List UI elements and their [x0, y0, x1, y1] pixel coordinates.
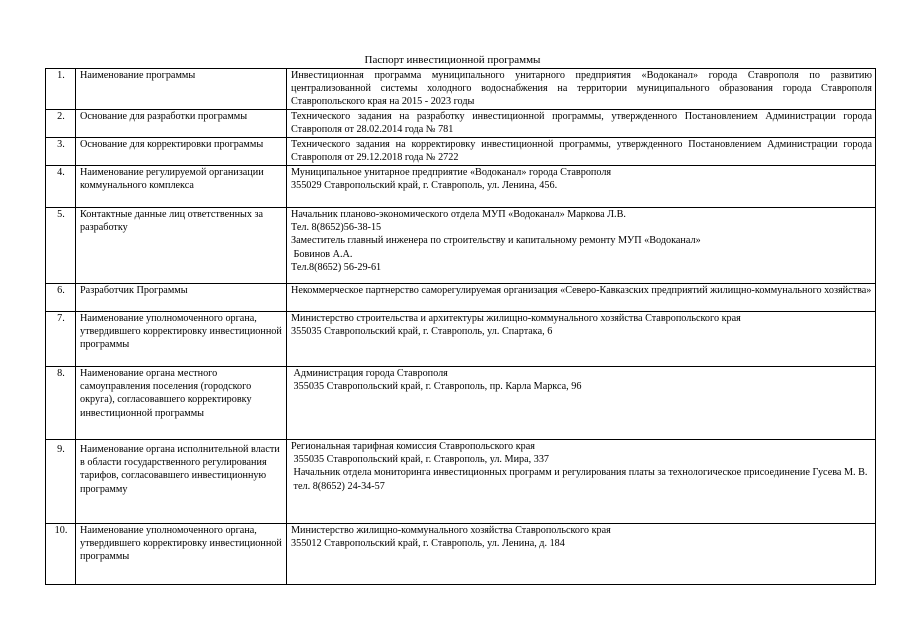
value-line: 355035 Ставропольский край, г. Ставрополь, пр. Карла Маркса, 96 — [291, 381, 582, 393]
row-number: 10. — [46, 524, 76, 585]
table-row — [46, 138, 876, 166]
value-line: Начальник отдела мониторинга инвестиционных программ и регулирования платы за технологическое присоединение Гусева М. В. — [291, 467, 868, 479]
row-value — [287, 110, 876, 138]
value-line: Министерство жилищно-коммунального хозяйства Ставропольского края — [291, 525, 611, 536]
row-value — [287, 69, 876, 110]
table-row — [46, 69, 876, 110]
passport-table — [45, 68, 876, 585]
value-line: тел. 8(8652) 24-34-57 — [291, 480, 385, 492]
row-label: Основание для разработки программы — [76, 110, 287, 138]
row-number: 7. — [46, 312, 76, 367]
row-number: 1. — [46, 69, 76, 110]
value-line: Министерство строительства и архитектуры жилищно-коммунального хозяйства Ставропольского края — [291, 313, 741, 324]
row-number: 8. — [46, 367, 76, 440]
row-label: Наименование уполномоченного органа, утвердившего корректировку инвестиционной программы — [76, 312, 287, 367]
table-row — [46, 367, 876, 440]
table-row — [46, 312, 876, 367]
table-row — [46, 208, 876, 284]
passport-table-body — [46, 69, 876, 585]
value-line: Инвестиционная программа муниципального унитарного предприятия «Водоканал» города Ставрополя по развитию централизованной системы холодного водоснабжения на территории муниципального образования города Ставрополя Ставропольского края на 2015 - 2023 годы — [291, 70, 875, 108]
row-value — [287, 367, 876, 440]
value-line: Некоммерческое партнерство саморегулируемая организация «Северо-Кавказских предприятий жилищно-коммунального хозяйства» — [291, 285, 872, 296]
value-line: Заместитель главный инженера по строительству и капитальному ремонту МУП «Водоканал» — [291, 235, 701, 247]
row-label: Наименование органа местного самоуправления поселения (городского округа), согласовавшего корректировку инвестиционной программы — [76, 367, 287, 440]
value-line: Региональная тарифная комиссия Ставропольского края — [291, 441, 535, 452]
row-value — [287, 312, 876, 367]
row-label: Основание для корректировки программы — [76, 138, 287, 166]
value-line: Муниципальное унитарное предприятие «Водоканал» города Ставрополя — [291, 167, 612, 178]
row-number: 5. — [46, 208, 76, 284]
row-label: Разработчик Программы — [76, 284, 287, 312]
row-value — [287, 524, 876, 585]
row-number: 2. — [46, 110, 76, 138]
row-number: 6. — [46, 284, 76, 312]
row-value — [287, 166, 876, 208]
row-label: Наименование уполномоченного органа, утвердившего корректировку инвестиционной программы — [76, 524, 287, 585]
row-label: Наименование регулируемой организации коммунального комплекса — [76, 166, 287, 208]
table-row — [46, 110, 876, 138]
table-row — [46, 166, 876, 208]
row-number: 3. — [46, 138, 76, 166]
row-label: Контактные данные лиц ответственных за разработку — [76, 208, 287, 284]
table-row — [46, 524, 876, 585]
row-value — [287, 284, 876, 312]
value-line: Начальник планово-экономического отдела МУП «Водоканал» Маркова Л.В. — [291, 209, 626, 220]
row-value — [287, 440, 876, 524]
value-line: Администрация города Ставрополя — [291, 368, 448, 379]
row-label: Наименование программы — [76, 69, 287, 110]
value-line: 355012 Ставропольский край, г. Ставрополь, ул. Ленина, д. 184 — [291, 538, 565, 550]
value-line: 355035 Ставропольский край, г. Ставрополь, ул. Спартака, 6 — [291, 326, 553, 338]
row-value — [287, 138, 876, 166]
row-number: 9. — [46, 440, 76, 524]
table-row — [46, 440, 876, 524]
value-line: Технического задания на разработку инвестиционной программы, утвержденного Постановлением Администрации города Ставрополя от 28.02.2014 года № 781 — [291, 111, 875, 136]
value-line: Тел. 8(8652)56-38-15 — [291, 222, 382, 234]
value-line: Технического задания на корректировку инвестиционной программы, утвержденного Постановлением Администрации города Ставрополя от 29.12.2018 года № 2722 — [291, 139, 875, 164]
value-line: Бовинов А.А. — [291, 248, 353, 260]
table-row — [46, 284, 876, 312]
value-line: 355035 Ставропольский край, г. Ставрополь, ул. Мира, 337 — [291, 454, 550, 466]
value-line: Тел.8(8652) 56-29-61 — [291, 261, 382, 273]
row-value — [287, 208, 876, 284]
document-title: Паспорт инвестиционной программы — [364, 54, 541, 66]
value-line: 355029 Ставропольский край, г. Ставрополь, ул. Ленина, 456. — [291, 180, 558, 192]
row-number: 4. — [46, 166, 76, 208]
row-label: Наименование органа исполнительной власти в области государственного регулирования тарифов, согласовавшего инвестиционную программу — [76, 440, 287, 524]
